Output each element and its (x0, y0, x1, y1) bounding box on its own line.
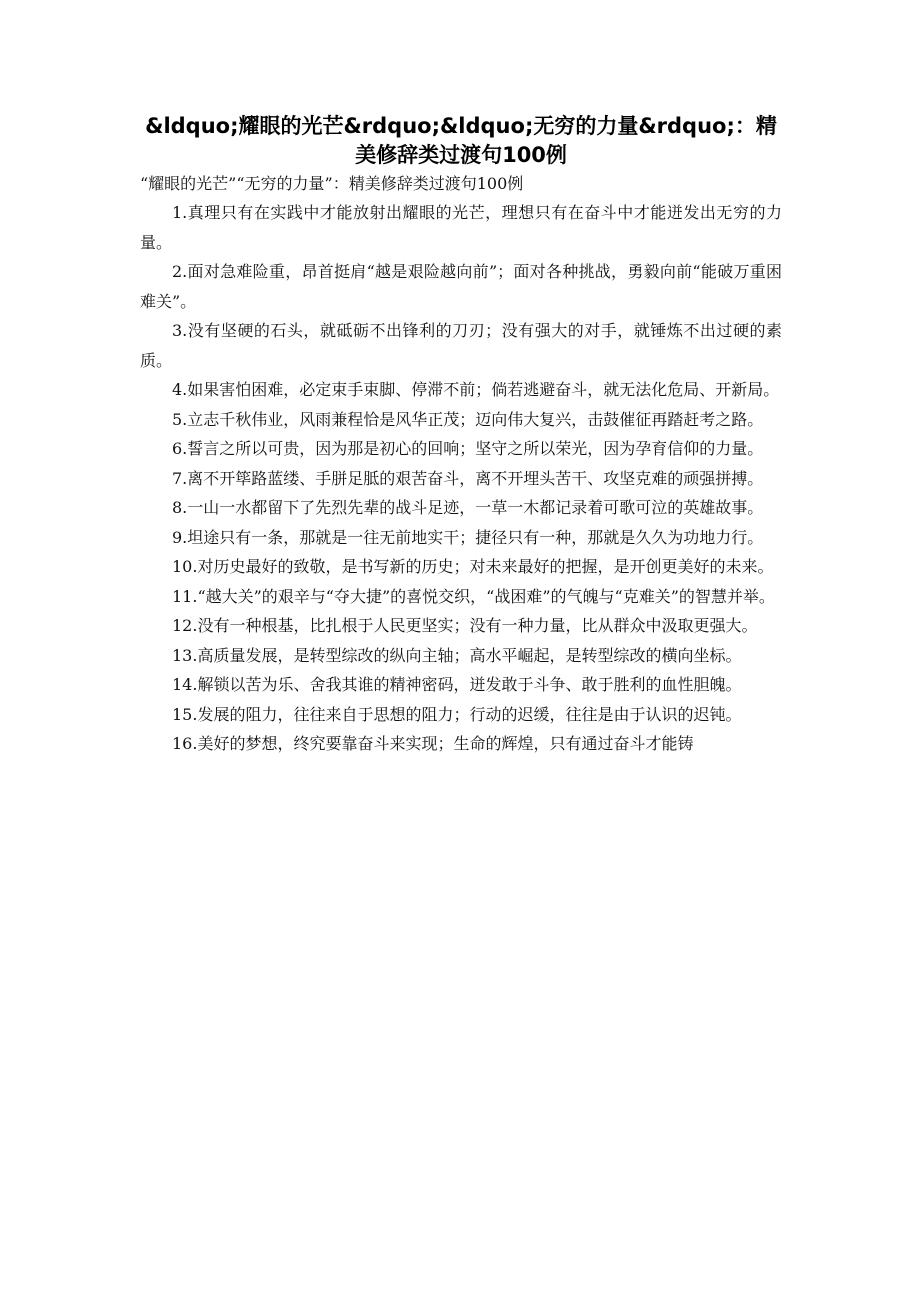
list-item: 16.美好的梦想，终究要靠奋斗来实现；生命的辉煌，只有通过奋斗才能铸 (172, 734, 694, 753)
list-item: 2.面对急难险重，昂首挺肩“越是艰险越向前”；面对各种挑战，勇毅向前“能破万重困难关”。 (140, 262, 782, 311)
document-page (140, 112, 782, 759)
list-item: 15.发展的阻力，往往来自于思想的阻力；行动的迟缓，往往是由于认识的迟钝。 (172, 704, 742, 724)
list-item: 4.如果害怕困难，必定束手束脚、停滞不前；倘若逃避奋斗，就无法化危局、开新局。 (172, 380, 780, 399)
list-item: 9.坦途只有一条，那就是一往无前地实干；捷径只有一种，那就是久久为功地力行。 (172, 527, 764, 547)
list-item: 6.誓言之所以可贵，因为那是初心的回响；坚守之所以荣光，因为孕育信仰的力量。 (172, 439, 764, 458)
document-subtitle: “耀眼的光芒”“无穷的力量”：精美修辞类过渡句100例 (140, 174, 524, 193)
list-item: 7.离不开筚路蓝缕、手胼足胝的艰苦奋斗，离不开埋头苦干、攻坚克难的顽强拼搏。 (172, 468, 764, 488)
list-item: 5.立志千秋伟业，风雨兼程恰是风华正茂；迈向伟大复兴，击鼓催征再踏赶考之路。 (172, 409, 764, 429)
list-item: 3.没有坚硬的石头，就砥砺不出锋利的刀刃；没有强大的对手，就锤炼不出过硬的素质。 (140, 321, 782, 370)
list-item: 1.真理只有在实践中才能放射出耀眼的光芒，理想只有在奋斗中才能迸发出无穷的力量。 (140, 203, 782, 252)
list-item: 12.没有一种根基，比扎根于人民更坚实；没有一种力量，比从群众中汲取更强大。 (172, 616, 758, 635)
list-item: 8.一山一水都留下了先烈先辈的战斗足迹，一草一木都记录着可歌可泣的英雄故事。 (172, 498, 764, 517)
list-item: 10.对历史最好的致敬，是书写新的历史；对未来最好的把握，是开创更美好的未来。 (172, 557, 774, 576)
list-item: 14.解锁以苦为乐、舍我其谁的精神密码，迸发敢于斗争、敢于胜利的血性胆魄。 (172, 675, 742, 694)
list-item: 11.“越大关”的艰辛与“夺大捷”的喜悦交织，“战困难”的气魄与“克难关”的智慧并举。 (172, 586, 775, 606)
transition-sentence-list (140, 198, 782, 759)
document-title: &ldquo;耀眼的光芒&rdquo;&ldquo;无穷的力量&rdquo;：精美修辞类过渡句100例 (145, 114, 777, 167)
list-item: 13.高质量发展，是转型综改的纵向主轴；高水平崛起，是转型综改的横向坐标。 (172, 645, 742, 665)
